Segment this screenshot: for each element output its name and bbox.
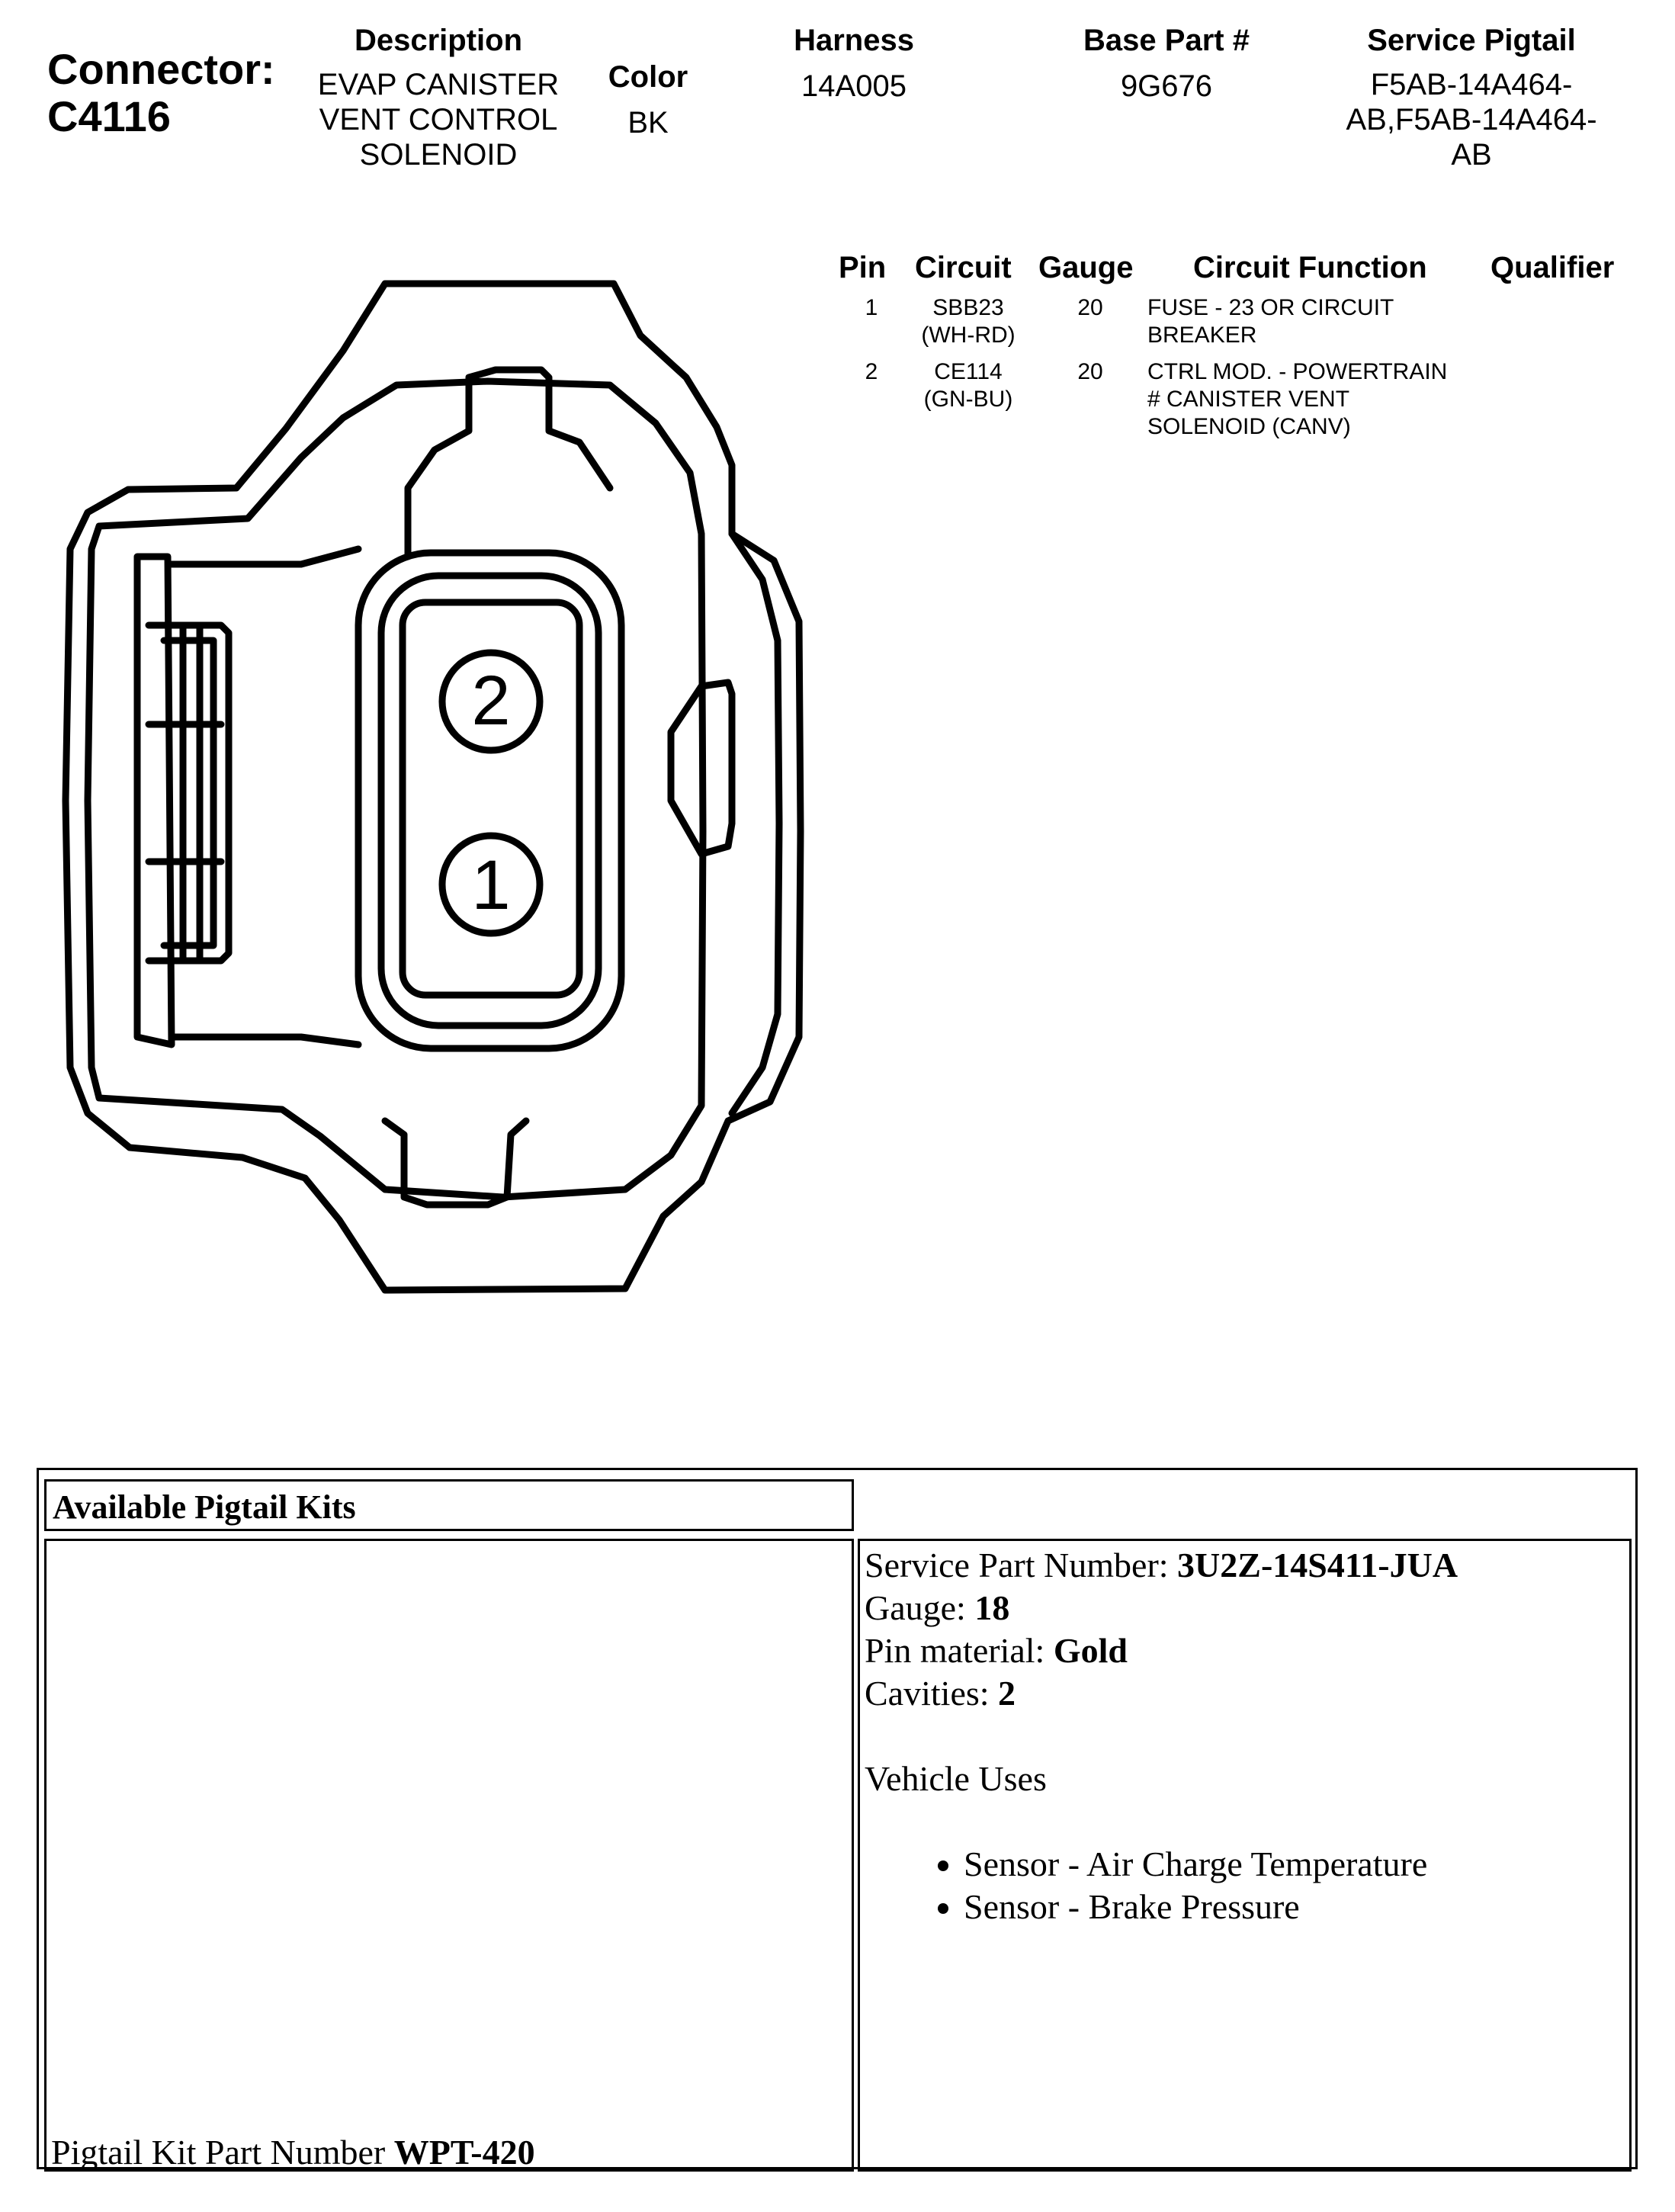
housing-outline — [66, 284, 801, 1290]
latch-ribs — [149, 625, 229, 961]
wire-gauge: 20 — [1077, 295, 1103, 320]
list-item: • Sensor - Brake Pressure — [964, 1886, 1625, 1928]
gauge-value: 18 — [974, 1588, 1010, 1627]
wire-gauge: 20 — [1077, 359, 1103, 384]
connector-id: C4116 — [47, 92, 171, 140]
cavity-block-inner — [381, 576, 598, 1026]
service-part-label: Service Part Number: — [865, 1546, 1178, 1584]
kit-part-label: Pigtail Kit Part Number — [51, 2133, 394, 2172]
pin-number: 1 — [865, 295, 878, 320]
connector-face-diagram — [0, 0, 839, 1342]
circuit-col-header: Circuit — [915, 251, 1012, 284]
vehicle-uses-label: Vehicle Uses — [865, 1759, 1047, 1798]
pin-2-label: 2 — [471, 662, 511, 740]
pigtail-image-cell — [44, 1539, 854, 2172]
pin-1-label: 1 — [471, 846, 511, 924]
pin-material-label: Pin material: — [865, 1631, 1054, 1670]
service-pigtail-header: Service Pigtail — [1367, 24, 1576, 57]
list-item: • Sensor - Air Charge Temperature — [964, 1843, 1625, 1886]
circuit-code: CE114 (GN-BU) — [923, 359, 1013, 412]
connector-label: Connector: — [47, 45, 275, 93]
circuit-function: FUSE - 23 OR CIRCUIT BREAKER — [1147, 295, 1394, 348]
cavities-line — [865, 1672, 1625, 1715]
service-pigtail-value: F5AB-14A464- AB,F5AB-14A464- AB — [1346, 68, 1597, 172]
pin-material-value: Gold — [1053, 1631, 1128, 1670]
vehicle-uses-list — [865, 1843, 1625, 1928]
circuit-function: CTRL MOD. - POWERTRAIN # CANISTER VENT SOLENOID (CANV) — [1147, 359, 1448, 439]
color-header: Color — [608, 60, 688, 94]
pin-material-line — [865, 1629, 1625, 1672]
description-value: EVAP CANISTER VENT CONTROL SOLENOID — [317, 68, 560, 172]
kit-part-number: WPT-420 — [393, 2133, 535, 2172]
harness-header: Harness — [794, 24, 914, 57]
cavities-label: Cavities: — [865, 1674, 999, 1713]
function-col-header: Circuit Function — [1193, 251, 1427, 284]
cavities-value: 2 — [998, 1674, 1016, 1713]
qualifier-col-header: Qualifier — [1490, 251, 1615, 284]
gauge-col-header: Gauge — [1038, 251, 1134, 284]
top-latch-tab — [408, 370, 610, 557]
color-value: BK — [627, 106, 669, 140]
gauge-line — [865, 1587, 1625, 1629]
pin-number: 2 — [865, 359, 878, 384]
base-part-header: Base Part # — [1083, 24, 1250, 57]
service-part-line — [865, 1544, 1625, 1587]
pigtail-kit-part — [51, 2131, 535, 2174]
latch-outline — [732, 534, 779, 1113]
base-part-value: 9G676 — [1120, 69, 1213, 103]
pin-col-header: Pin — [839, 251, 887, 284]
description-header: Description — [354, 24, 523, 57]
circuit-code: SBB23 (WH-RD) — [921, 295, 1016, 348]
pigtail-kits-title-cell — [44, 1479, 854, 1531]
service-part-value: 3U2Z-14S411-JUA — [1177, 1546, 1458, 1584]
left-shroud — [137, 557, 172, 1045]
pigtail-kits-title: Available Pigtail Kits — [53, 1488, 356, 1526]
pigtail-details-cell — [858, 1539, 1632, 2172]
gauge-label: Gauge: — [865, 1588, 975, 1627]
harness-value: 14A005 — [801, 69, 906, 103]
